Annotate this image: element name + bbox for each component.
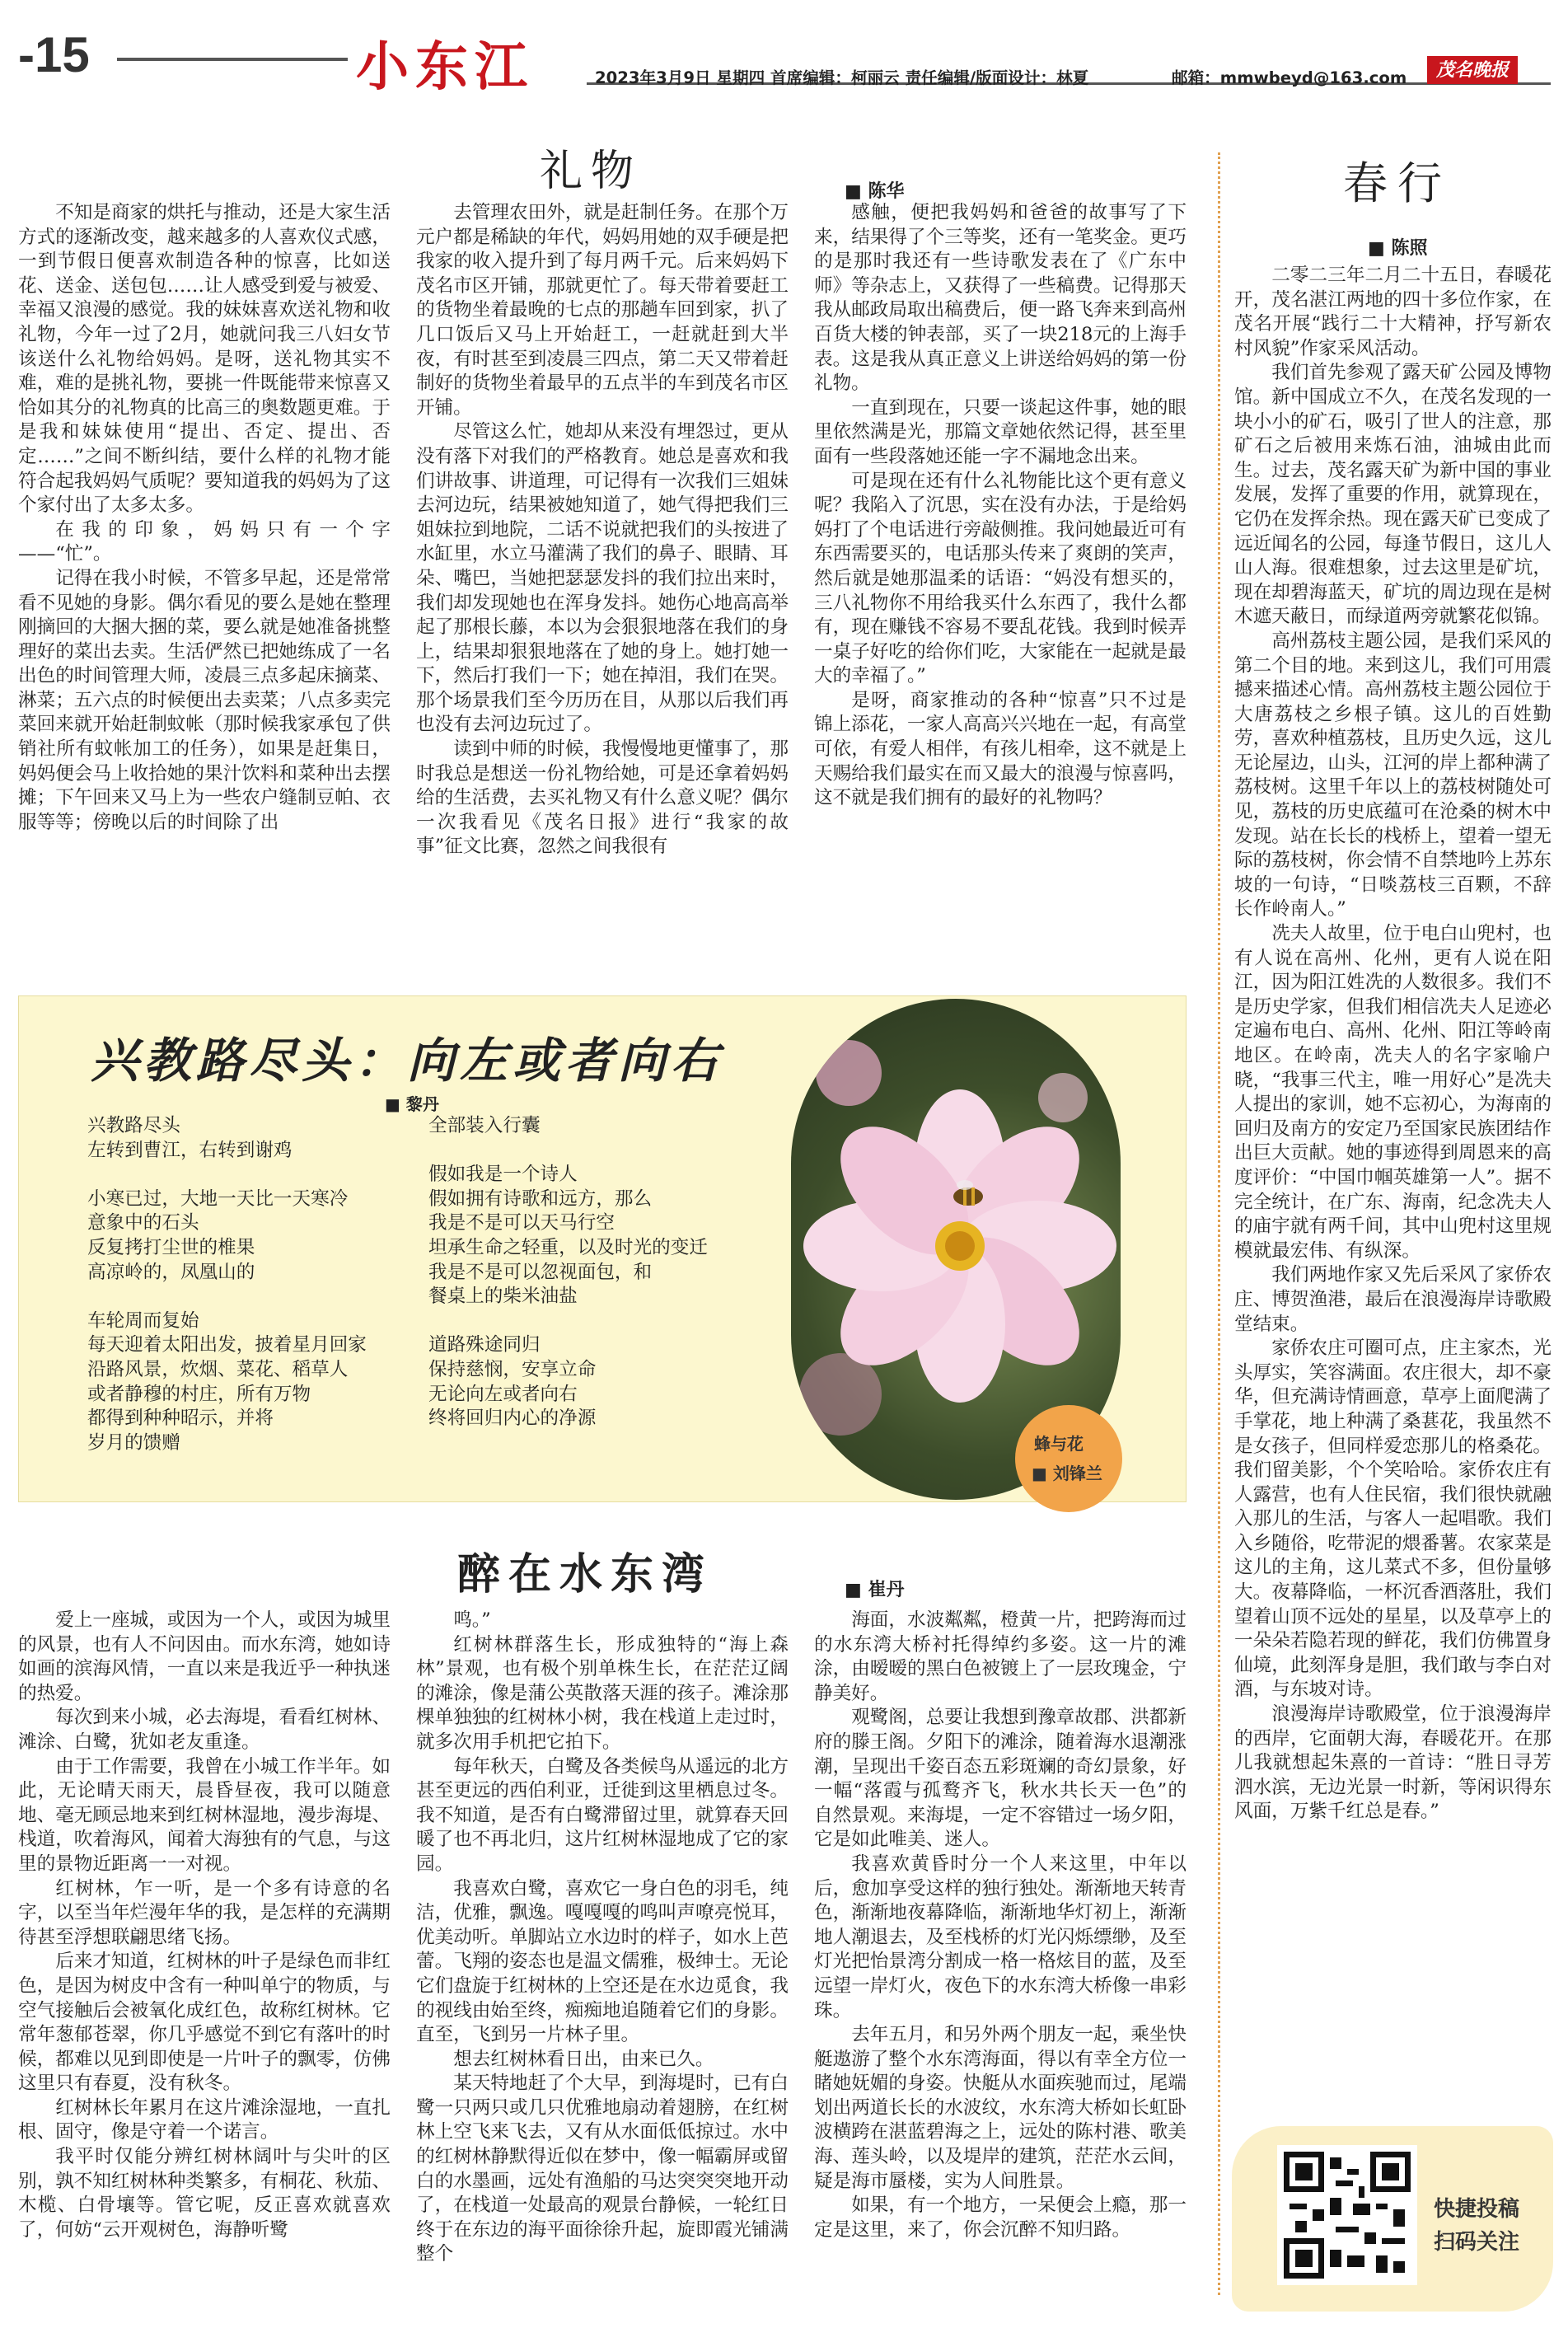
newspaper-logo: 茂名晚报 xyxy=(1427,56,1518,84)
poem-author: ■ 黎丹 xyxy=(385,1091,439,1115)
poem-col1: 兴教路尽头 左转到曹江，右转到谢鸡 小寒已过，大地一天比一天寒冷 意象中的石头 反复拷打尘世的椎果 高凉岭的，凤凰山的 车轮周而复始 每天迎着太阳出发，披着星月回家 沿路风景，炊烟、菜花、稻草人 或者静穆的村庄，所有万物 都得到种种昭示，并将 岁月的馈赠 xyxy=(87,1115,367,1454)
page-number: -15 xyxy=(18,27,90,82)
poem-title: 兴教路尽头：向左或者向右 xyxy=(91,1033,724,1089)
email-line: 邮箱：mmwbeyd@163.com xyxy=(1172,68,1407,87)
page-header xyxy=(18,25,1551,99)
article-title-liwu: 礼物 xyxy=(540,147,643,196)
article-liwu-col1: 不知是商家的烘托与推动，还是大家生活方式的逐渐改变，越来越多的人喜欢仪式感，一到节假日便喜欢制造各种的惊喜，比如送花、送金、送包包……让人感受到爱与被爱、幸福又浪漫的感觉。我的妹妹喜欢送礼物和收礼物，今年一过了2月，她就问我三八妇女节该送什么礼物给妈妈。是呀，送礼物其实不难，难的是挑礼物，要挑一件既能带来惊喜又恰如其分的礼物真的比高三的奥数题更难。于是我和妹妹使用“提出、否定、提出、否定……”之间不断纠结，要什么样的礼物才能符合起我妈妈气质呢？要知道我的妈妈为了这个家付出了太多太多。 在我的印象，妈妈只有一个字——“忙”。 记得在我小时候，不管多早起，还是常常看不见她的身影。偶尔看见的要么是她在整理刚摘回的大捆大捆的菜，要么就是她准备挑整理好的菜出去卖。生活俨然已把她练成了一名出色的时间管理大师，凌晨三点多起床摘菜、淋菜；五六点的时候便出去卖菜；八点多卖完菜回来就开始赶制蚊帐（那时候我家承包了供销社所有蚊帐加工的任务），如果是赶集日，妈妈便会马上收拾她的果汁饮料和菜种出去摆摊；下午回来又马上为一些农户缝制豆帕、衣服等等；傍晚以后的时间除了出 xyxy=(18,202,391,833)
article-zuishui-col3: 海面，水波粼粼，橙黄一片，把跨海而过的水东湾大桥衬托得绰约多姿。这一片的滩涂，由暧暧的黑白色被镀上了一层玫瑰金，宁静美好。 观鹭阁，总要让我想到豫章故郡、洪都新府的滕王阁。夕阳下的滩涂，随着海水退潮涨潮，呈现出千姿百态五彩斑斓的奇幻景象，好一幅“落霞与孤鹜齐飞，秋水共长天一色”的自然景观。来海堤，一定不容错过一场夕阳，它是如此唯美、迷人。 我喜欢黄昏时分一个人来这里，中年以后，愈加享受这样的独行独处。渐渐地天转青色，渐渐地夜幕降临，渐渐地华灯初上，渐渐地人潮退去，及至栈桥的灯光闪烁缥缈，及至灯光把怡景湾分割成一格一格炫目的蓝，及至远望一岸灯火，夜色下的水东湾大桥像一串彩珠。 去年五月，和另外两个朋友一起，乘坐快艇遨游了整个水东湾海面，得以有幸全方位一睹她妩媚的身姿。快艇从水面疾驰而过，尾端划出两道长长的水波纹，水东湾大桥如长虹卧波横跨在湛蓝碧海之上，远处的陈村港、歌美海、莲头岭，以及堤岸的建筑，茫茫水云间，疑是海市蜃楼，实为人间胜景。 如果，有一个地方，一呆便会上瘾，那一定是这里，来了，你会沉醉不知归路。 xyxy=(814,1609,1187,2241)
article-title-chunxing: 春行 xyxy=(1343,157,1452,209)
header-rule-left xyxy=(117,58,348,61)
photo-caption-badge xyxy=(1015,1405,1122,1512)
article-liwu-col2: 去管理农田外，就是赶制任务。在那个万元户都是稀缺的年代，妈妈用她的双手硬是把我家的收入提升到了每月两千元。后来妈妈下茂名市区开铺，那就更忙了。每天带着要赶工的货物坐着最晚的七点的那趟车回到家，扒了几口饭后又马上开始赶工，一赶就赶到大半夜，有时甚至到凌晨三四点，第二天又带着赶制好的货物坐着最早的五点半的车到茂名市区开铺。 尽管这么忙，她却从来没有埋怨过，更从没有落下对我们的严格教育。她总是喜欢和我们讲故事、讲道理，可记得有一次我们三姐妹去河边玩，结果被她知道了，她气得把我们三姐妹拉到地院，二话不说就把我们的头按进了水缸里，水立马灌满了我们的鼻子、眼睛、耳朵、嘴巴，当她把瑟瑟发抖的我们拉出来时，我们却发现她也在浑身发抖。她伤心地高高举起了那根长藤，本以为会狠狠地落在我们的身上，结果却狠狠地落在了她的身上。她打她一下，然后打我们一下；她在掉泪，我们在哭。那个场景我们至今历历在目，从那以后我们再也没有去河边玩过了。 读到中师的时候，我慢慢地更懂事了，那时我总是想送一份礼物给她，可是还拿着妈妈给的生活费，去买礼物又有什么意义呢？偶尔一次我看见《茂名日报》进行“我家的故事”征文比赛，忽然之间我很有 xyxy=(416,202,789,858)
qr-label-submit: 快捷投稿 xyxy=(1434,2197,1520,2222)
poem-col2: 全部装入行囊 假如我是一个诗人 假如拥有诗歌和远方，那么 我是不是可以天马行空 坦承生命之轻重，以及时光的变迁 我是不是可以忽视面包，和 餐桌上的柴米油盐 道路殊途同归 保持慈悯，安享立命 无论向左或者向右 终将回归内心的净源 xyxy=(428,1115,708,1430)
column-divider xyxy=(1218,152,1220,2295)
author-chunxing: ■ 陈照 xyxy=(1368,234,1427,260)
photo-caption: 蜂与花 xyxy=(1034,1434,1084,1454)
article-zuishui-col1: 爱上一座城，或因为一个人，或因为城里的风景，也有人不问因由。而水东湾，她如诗如画的滨海风情，一直以来是我近乎一种执迷的热爱。 每次到来小城，必去海堤，看看红树林、滩涂、白鹭，犹如老友重逢。 由于工作需要，我曾在小城工作半年。如此，无论晴天雨天，晨昏昼夜，我可以随意地、毫无顾忌地来到红树林湿地，漫步海堤、栈道，吹着海风，闻着大海独有的气息，与这里的景物近距离一一对视。 红树林，乍一听，是一个多有诗意的名字，以至当年烂漫年华的我，是怎样的充满期待甚至浮想联翩思绪飞扬。 后来才知道，红树林的叶子是绿色而非红色，是因为树皮中含有一种叫单宁的物质，与空气接触后会被氧化成红色，故称红树林。它常年葱郁苍翠，你几乎感觉不到它有落叶的时候，都难以见到即使是一片叶子的飘零，仿佛这里只有春夏，没有秋冬。 红树林长年累月在这片滩涂湿地，一直扎根、固守，像是守着一个诺言。 我平时仅能分辨红树林阔叶与尖叶的区别，孰不知红树林种类繁多，有桐花、秋茄、木榄、白骨壤等。管它呢，反正喜欢就喜欢了，何妨“云开观树色，海静听鹭 xyxy=(18,1609,391,2241)
article-liwu-col3: 感触，便把我妈妈和爸爸的故事写了下来，结果得了个三等奖，还有一笔奖金。更巧的是那时我还有一些诗歌发表在了《广东中师》等杂志上，又获得了一些稿费。记得那天我从邮政局取出稿费后，便一路飞奔来到高州百货大楼的钟表部，买了一块218元的上海手表。这是我从真正意义上讲送给妈妈的第一份礼物。 一直到现在，只要一谈起这件事，她的眼里依然满是光，那篇文章她依然记得，甚至里面有一些段落她还能一字不漏地念出来。 可是现在还有什么礼物能比这个更有意义呢？我陷入了沉思，实在没有办法，于是给妈妈打了个电话进行旁敲侧推。我问她最近可有东西需要买的，电话那头传来了爽朗的笑声，然后就是她那温柔的话语：“妈没有想买的，三八礼物你不用给我买什么东西了，我什么都有，现在赚钱不容易不要乱花钱。我到时候弄一桌子好吃的给你们吃，大家能在一起就是最大的幸福了。” 是呀，商家推动的各种“惊喜”只不过是锦上添花，一家人高高兴兴地在一起，有高堂可依，有爱人相伴，有孩儿相牵，这不就是上天赐给我们最实在而又最大的浪漫与惊喜吗，这不就是我们拥有的最好的礼物吗？ xyxy=(814,202,1187,809)
article-title-zuishui: 醉在水东湾 xyxy=(457,1549,714,1600)
qr-code-icon[interactable] xyxy=(1277,2145,1417,2285)
article-chunxing: 二零二三年二月二十五日，春暖花开，茂名湛江两地的四十多位作家，在茂名开展“践行二十大精神，抒写新农村风貌”作家采风活动。 我们首先参观了露天矿公园及博物馆。新中国成立不久，在茂名发现的一块小小的矿石，吸引了世人的注意，那矿石之后被用来炼石油，油城由此而生。过去，茂名露天矿为新中国的事业发展，发挥了重要的作用，就算现在，它仍在发挥余热。现在露天矿已变成了远近闻名的公园，每逢节假日，这儿人山人海。很难想象，过去这里是矿坑，现在却碧海蓝天，矿坑的周边现在是树木遮天蔽日，而绿道两旁就繁花似锦。 高州荔枝主题公园，是我们采风的第二个目的地。来到这儿，我们可用震撼来描述心情。高州荔枝主题公园位于大唐荔枝之乡根子镇。这儿的百姓勤劳，喜欢种植荔枝，且历史久远，这儿无论屋边，山头，江河的岸上都种满了荔枝树。这里千年以上的荔枝树随处可见，荔枝的历史底蕴可在沧桑的树木中发现。站在长长的栈桥上，望着一望无际的荔枝树，你会情不自禁地吟上苏东坡的一句诗，“日啖荔枝三百颗，不辞长作岭南人。” 冼夫人故里，位于电白山兜村，也有人说在高州、化州，更有人说在阳江，因为阳江姓冼的人数很多。我们不是历史学家，但我们相信冼夫人足迹必定遍布电白、高州、化州、阳江等岭南地区。在岭南，冼夫人的名字家喻户晓，“我事三代主，唯一用好心”是冼夫人提出的家训，她不忘初心，为海南的回归及南方的安定乃至国家民族团结作出巨大贡献。她的事迹得到周恩来的高度评价：“中国巾帼英雄第一人”。据不完全统计，在广东、海南，纪念冼夫人的庙宇就有两千间，其中山兜村这里规模就最宏伟、有纵深。 我们两地作家又先后采风了家侨农庄、博贺渔港，最后在浪漫海岸诗歌殿堂结束。 家侨农庄可圈可点，庄主家杰，光头厚实，笑容满面。农庄很大，却不豪华，但充满诗情画意，草亭上面爬满了手掌花，地上种满了桑葚花，我虽然不是女孩子，但同样爱恋那儿的格桑花。我们留美影，个个笑哈哈。家侨农庄有人露营，也有人住民宿，我们很快就融入那儿的生活，与客人一起唱歌。我们入乡随俗，吃带泥的煨番薯。农家菜是这儿的主角，这儿菜式不多，但份量够大。夜幕降临，一杯沉香酒落肚，我们望着山顶不远处的星星，以及草亭上的一朵朵若隐若现的鲜花，我们仿佛置身仙境，此刻浑身是胆，我们敢与李白对酒，与东坡对诗。 浪漫海岸诗歌殿堂，位于浪漫海岸的西岸，它面朝大海，春暖花开。在那儿我就想起朱熹的一首诗：“胜日寻芳泗水滨，无边光景一时新，等闲识得东风面，万紫千红总是春。” xyxy=(1234,265,1552,1823)
author-liwu: ■ 陈华 xyxy=(845,177,904,203)
article-zuishui-col2: 鸣。” 红树林群落生长，形成独特的“海上森林”景观，也有极个别单株生长，在茫茫辽阔的滩涂，像是蒲公英散落天涯的孩子。滩涂那棵单独独的红树林小树，我在栈道上走过时，就多次用手机把它拍下。 每年秋天，白鹭及各类候鸟从遥远的北方甚至更远的西伯利亚，迁徙到这里栖息过冬。我不知道，是否有白鹭滞留过里，就算春天回暖了也不再北归，这片红树林湿地成了它的家园。 我喜欢白鹭，喜欢它一身白色的羽毛，纯洁，优雅，飘逸。嘎嘎嘎的鸣叫声嘹亮悦耳，优美动听。单脚站立水边时的样子，如水上芭蕾。飞翔的姿态也是温文儒雅，极绅士。无论它们盘旋于红树林的上空还是在水边觅食，我的视线由始至终，痴痴地追随着它们的身影。直至，飞到另一片林子里。 想去红树林看日出，由来已久。 某天特地赶了个大早，到海堤时，已有白鹭一只两只或几只优雅地扇动着翅膀，在红树林上空飞来飞去，又有从水面低低掠过。水中的红树林静默得近似在梦中，像一幅霸屏或留白的水墨画，远处有渔船的马达突突突地开动了，在栈道一处最高的观景台静候，一轮红日终于在东边的海平面徐徐升起，旋即霞光铺满整个 xyxy=(416,1609,789,2265)
section-title: 小东江 xyxy=(356,36,534,98)
qr-label-follow: 扫码关注 xyxy=(1434,2230,1520,2255)
photographer: ■ 刘锋兰 xyxy=(1032,1460,1102,1484)
date-line: 2023年3月9日 星期四 首席编辑：柯丽云 责任编辑/版面设计：林夏 xyxy=(595,68,1089,87)
author-zuishui: ■ 崔丹 xyxy=(845,1576,904,1601)
